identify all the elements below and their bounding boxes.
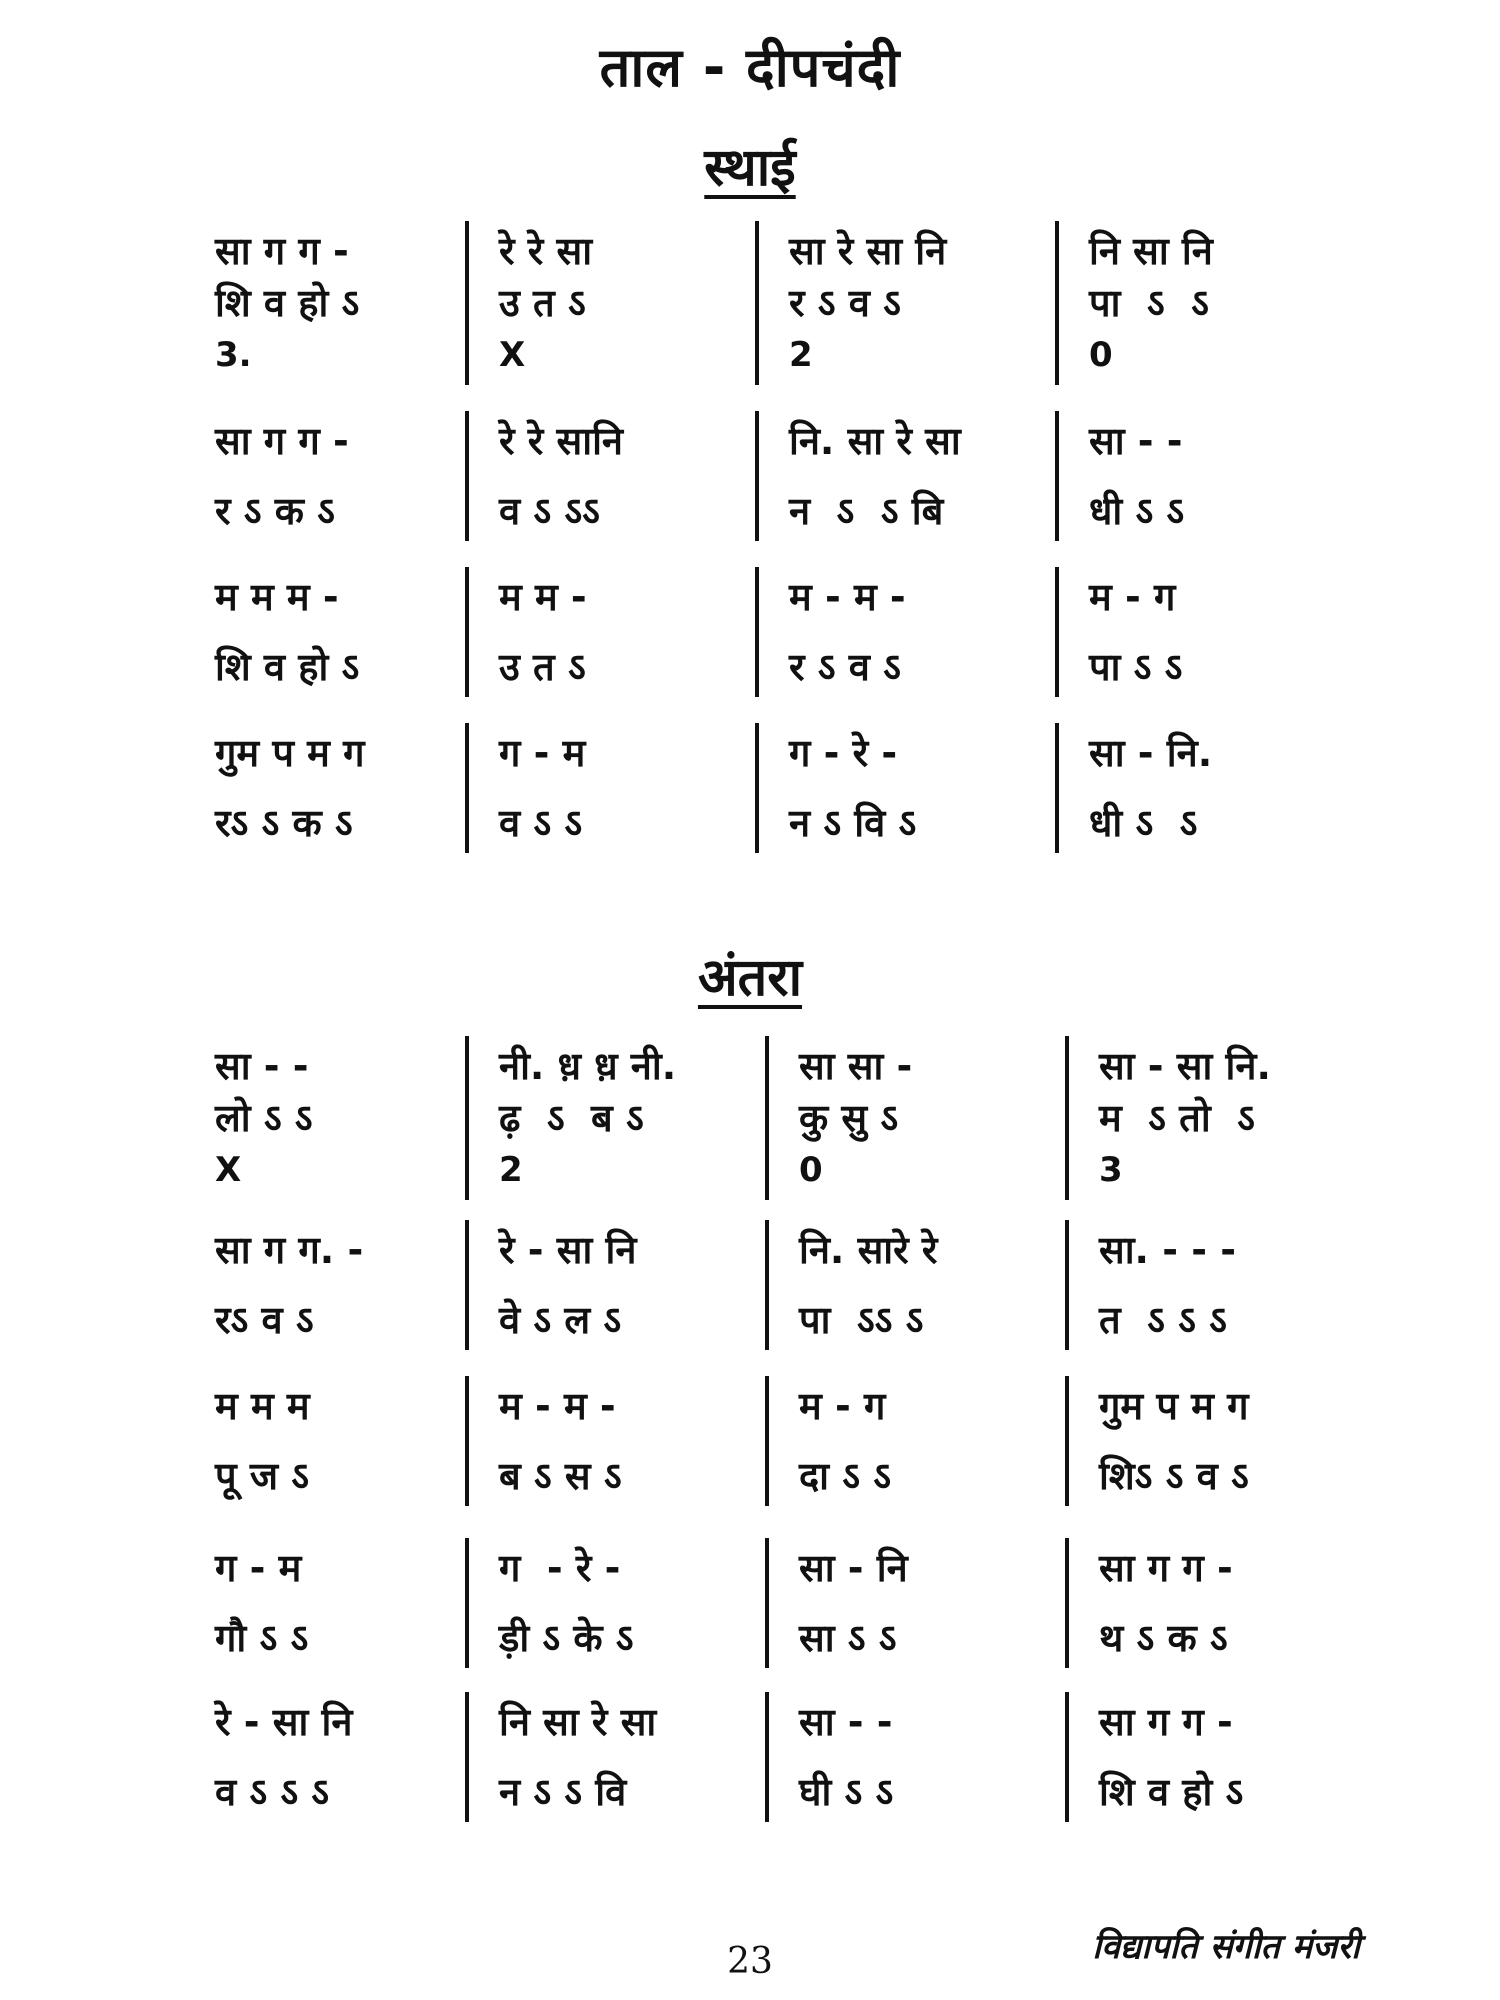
sthai-row bbox=[205, 225, 1325, 381]
bol-line: म ऽ तो ऽ bbox=[1099, 1096, 1255, 1140]
antara-row bbox=[205, 1696, 1325, 1818]
bol-line: कु सु ऽ bbox=[799, 1096, 899, 1140]
antara-vibhag-cell bbox=[205, 1040, 465, 1196]
sthai-vibhag-cell bbox=[1055, 415, 1325, 537]
bol-line: वे ऽ ल ऽ bbox=[499, 1298, 622, 1342]
sthai-vibhag-cell bbox=[465, 571, 755, 693]
bol-line: र ऽ व ऽ bbox=[789, 645, 901, 689]
bol-line: दा ऽ ऽ bbox=[799, 1454, 891, 1498]
bol-line: शि व हो ऽ bbox=[215, 645, 360, 689]
swar-line: सा सा - bbox=[799, 1044, 913, 1088]
antara-row bbox=[205, 1224, 1325, 1346]
swar-line: म - ग bbox=[799, 1384, 886, 1428]
sthai-vibhag-cell bbox=[205, 727, 465, 849]
swar-line: ग - म bbox=[499, 731, 586, 775]
bol-line: घी ऽ ऽ bbox=[799, 1770, 894, 1814]
swar-line: सा - - bbox=[799, 1700, 893, 1744]
bol-line: ब ऽ स ऽ bbox=[499, 1454, 622, 1498]
sthai-row bbox=[205, 571, 1325, 693]
taal-marker: 3 bbox=[1099, 1150, 1123, 1190]
bol-line: पा ऽ ऽ bbox=[1089, 281, 1209, 325]
bol-line: व ऽ ऽ bbox=[499, 801, 583, 845]
sthai-vibhag-cell bbox=[465, 225, 755, 381]
bol-line: लो ऽ ऽ bbox=[215, 1096, 313, 1140]
antara-vibhag-cell bbox=[1065, 1380, 1325, 1502]
bol-line: पा ऽऽ ऽ bbox=[799, 1298, 924, 1342]
swar-line: म - ग bbox=[1089, 575, 1176, 619]
swar-line: सा - नि. bbox=[1089, 731, 1213, 775]
book-title: विद्यापति संगीत मंजरी bbox=[1092, 1927, 1360, 1967]
antara-heading bbox=[0, 940, 1500, 1011]
swar-line: रे रे सा bbox=[499, 229, 593, 273]
antara-vibhag-cell bbox=[205, 1224, 465, 1346]
taal-marker: X bbox=[215, 1150, 242, 1190]
swar-line: सा ग ग - bbox=[1099, 1700, 1233, 1744]
swar-line: सा - - bbox=[1089, 419, 1183, 463]
bol-line: रऽ ऽ क ऽ bbox=[215, 801, 353, 845]
sthai-vibhag-cell bbox=[755, 727, 1055, 849]
sthai-vibhag-cell bbox=[205, 225, 465, 381]
antara-vibhag-cell bbox=[765, 1696, 1065, 1818]
bol-line: पू ज ऽ bbox=[215, 1454, 309, 1498]
taal-marker: 2 bbox=[499, 1150, 523, 1190]
bol-line: थ ऽ क ऽ bbox=[1099, 1616, 1228, 1660]
swar-line: सा - - bbox=[215, 1044, 309, 1088]
bol-line: न ऽ ऽ बि bbox=[789, 489, 944, 533]
swar-line: म - म - bbox=[499, 1384, 616, 1428]
bol-line: न ऽ ऽ वि bbox=[499, 1770, 627, 1814]
antara-heading-text: अंतरा bbox=[697, 948, 803, 1008]
swar-line: म म म bbox=[215, 1384, 310, 1428]
sthai-vibhag-cell bbox=[1055, 727, 1325, 849]
bol-line: व ऽ ऽ ऽ bbox=[215, 1770, 330, 1814]
antara-vibhag-cell bbox=[1065, 1040, 1325, 1196]
swar-line: म - म - bbox=[789, 575, 906, 619]
antara-vibhag-cell bbox=[205, 1380, 465, 1502]
sthai-vibhag-cell bbox=[465, 415, 755, 537]
taal-marker: 2 bbox=[789, 335, 813, 375]
swar-line: सा रे सा नि bbox=[789, 229, 947, 273]
antara-vibhag-cell bbox=[1065, 1542, 1325, 1664]
bol-line: शि व हो ऽ bbox=[215, 281, 360, 325]
bol-line: धी ऽ ऽ bbox=[1089, 801, 1198, 845]
swar-line: सा - सा नि. bbox=[1099, 1044, 1271, 1088]
sthai-vibhag-cell bbox=[755, 571, 1055, 693]
antara-vibhag-cell bbox=[465, 1696, 765, 1818]
bol-line: र ऽ क ऽ bbox=[215, 489, 335, 533]
swar-line: सा - नि bbox=[799, 1546, 908, 1590]
sthai-vibhag-cell bbox=[205, 415, 465, 537]
swar-line: नि. सारे रे bbox=[799, 1228, 938, 1272]
swar-line: रे - सा नि bbox=[499, 1228, 637, 1272]
antara-vibhag-cell bbox=[205, 1696, 465, 1818]
swar-line: रे रे सानि bbox=[499, 419, 624, 463]
swar-line: गुम प म ग bbox=[1099, 1384, 1249, 1428]
taal-marker: 3. bbox=[215, 335, 252, 375]
taal-marker: 0 bbox=[1089, 335, 1113, 375]
swar-line: सा ग ग - bbox=[1099, 1546, 1233, 1590]
swar-line: ग - रे - bbox=[789, 731, 898, 775]
sthai-row bbox=[205, 727, 1325, 849]
page-number: 23 bbox=[727, 1941, 773, 1982]
antara-vibhag-cell bbox=[765, 1542, 1065, 1664]
bol-line: गौ ऽ ऽ bbox=[215, 1616, 309, 1660]
swar-line: नी. ध़ ध़ नी. bbox=[499, 1044, 677, 1088]
bol-line: र ऽ व ऽ bbox=[789, 281, 901, 325]
swar-line: सा ग ग - bbox=[215, 229, 349, 273]
swar-line: नि सा रे सा bbox=[499, 1700, 657, 1744]
antara-row bbox=[205, 1040, 1325, 1196]
antara-vibhag-cell bbox=[1065, 1696, 1325, 1818]
sthai-notation-table bbox=[205, 225, 1325, 869]
taal-marker: X bbox=[499, 335, 526, 375]
swar-line: सा ग ग - bbox=[215, 419, 349, 463]
antara-vibhag-cell bbox=[765, 1224, 1065, 1346]
swar-line: म म म - bbox=[215, 575, 339, 619]
antara-vibhag-cell bbox=[465, 1380, 765, 1502]
swar-line: सा ग ग. - bbox=[215, 1228, 364, 1272]
antara-vibhag-cell bbox=[465, 1040, 765, 1196]
bol-line: रऽ व ऽ bbox=[215, 1298, 314, 1342]
bol-line: शिऽ ऽ व ऽ bbox=[1099, 1454, 1249, 1498]
sthai-heading bbox=[0, 130, 1500, 201]
bol-line: उ त ऽ bbox=[499, 645, 586, 689]
bol-line: ड़ी ऽ के ऽ bbox=[499, 1616, 634, 1660]
swar-line: म म - bbox=[499, 575, 587, 619]
antara-vibhag-cell bbox=[1065, 1224, 1325, 1346]
swar-line: ग - म bbox=[215, 1546, 302, 1590]
swar-line: नि सा नि bbox=[1089, 229, 1213, 273]
antara-vibhag-cell bbox=[765, 1040, 1065, 1196]
bol-line: शि व हो ऽ bbox=[1099, 1770, 1244, 1814]
antara-vibhag-cell bbox=[765, 1380, 1065, 1502]
antara-row bbox=[205, 1380, 1325, 1502]
bol-line: न ऽ वि ऽ bbox=[789, 801, 917, 845]
swar-line: ग - रे - bbox=[499, 1546, 621, 1590]
antara-vibhag-cell bbox=[465, 1224, 765, 1346]
sthai-vibhag-cell bbox=[755, 225, 1055, 381]
sthai-vibhag-cell bbox=[1055, 225, 1325, 381]
page-title: ताल - दीपचंदी bbox=[599, 36, 901, 99]
bol-line: सा ऽ ऽ bbox=[799, 1616, 897, 1660]
swar-line: नि. सा रे सा bbox=[789, 419, 961, 463]
sthai-vibhag-cell bbox=[755, 415, 1055, 537]
antara-vibhag-cell bbox=[205, 1542, 465, 1664]
swar-line: सा. - - - bbox=[1099, 1228, 1236, 1272]
antara-row bbox=[205, 1542, 1325, 1664]
swar-line: गुम प म ग bbox=[215, 731, 365, 775]
bol-line: पा ऽ ऽ bbox=[1089, 645, 1183, 689]
bol-line: धी ऽ ऽ bbox=[1089, 489, 1185, 533]
swar-line: रे - सा नि bbox=[215, 1700, 353, 1744]
sthai-row bbox=[205, 415, 1325, 537]
bol-line: त ऽ ऽ ऽ bbox=[1099, 1298, 1227, 1342]
sthai-vibhag-cell bbox=[1055, 571, 1325, 693]
taal-marker: 0 bbox=[799, 1150, 823, 1190]
antara-vibhag-cell bbox=[465, 1542, 765, 1664]
bol-line: व ऽ ऽऽ bbox=[499, 489, 600, 533]
sthai-vibhag-cell bbox=[205, 571, 465, 693]
bol-line: उ त ऽ bbox=[499, 281, 586, 325]
sthai-vibhag-cell bbox=[465, 727, 755, 849]
sthai-heading-text: स्थाई bbox=[704, 138, 796, 198]
bol-line: ढ़ ऽ ब ऽ bbox=[499, 1096, 644, 1140]
antara-notation-table bbox=[205, 1040, 1325, 1838]
